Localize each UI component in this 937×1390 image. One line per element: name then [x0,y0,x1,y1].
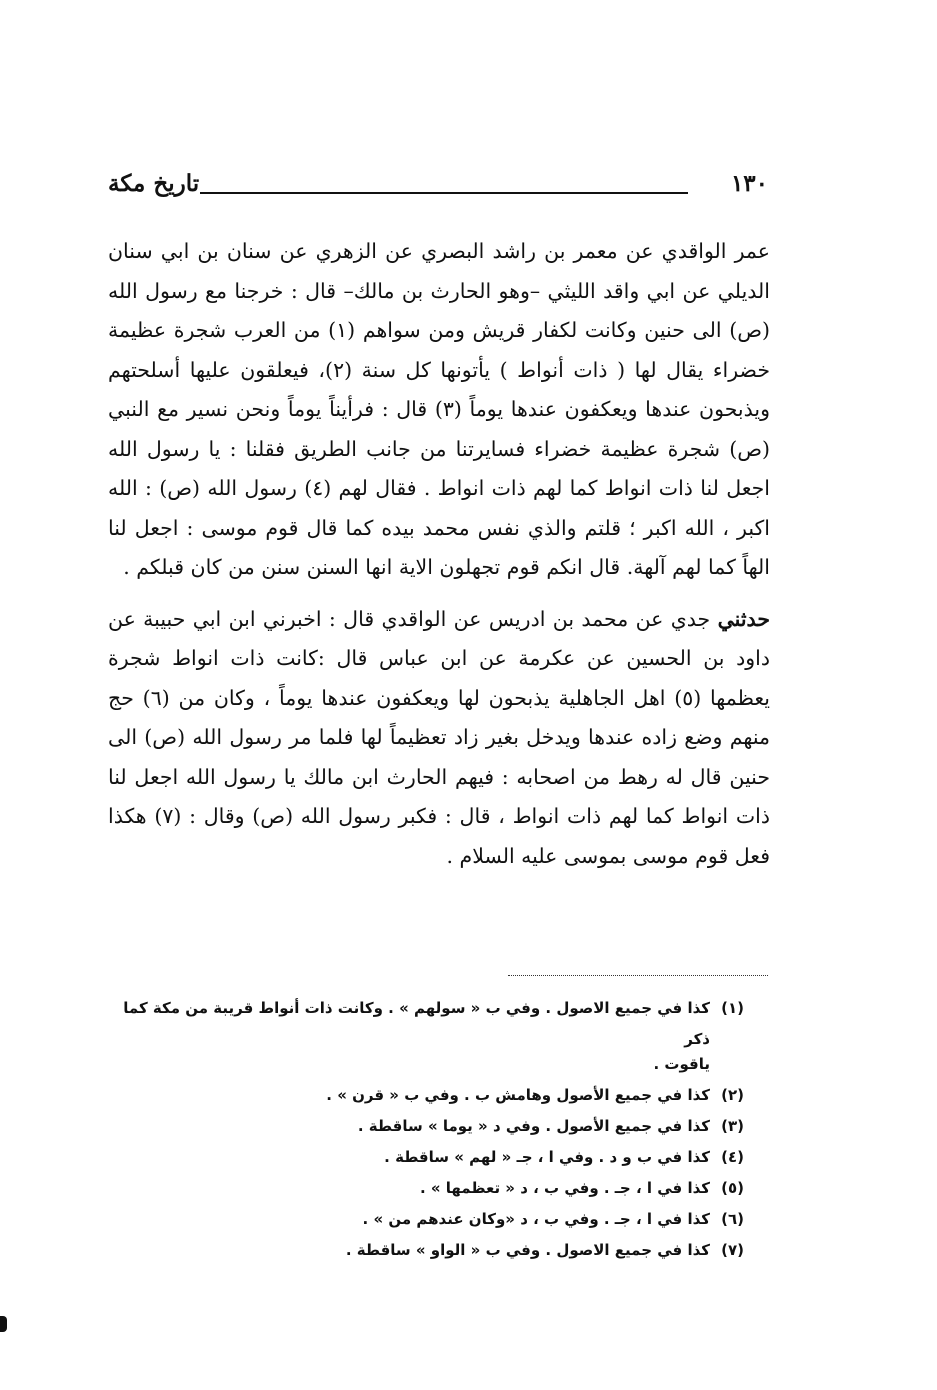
footnote-item [108,1204,744,1235]
footnote-item [108,1142,744,1173]
footnote-item [108,1173,744,1204]
footnote-separator [508,975,768,976]
paragraph-lead-word: حدثني [717,606,770,631]
scan-edge-mark [0,1316,7,1332]
footnote-item [108,1111,744,1142]
running-title: تاريخ مكة [108,170,200,197]
footnote-number: (٧) [721,1241,744,1259]
footnote-number: (٦) [721,1210,744,1228]
main-text [108,232,770,876]
footnote-number: (٢) [721,1086,744,1104]
footnote-text: كذا في جميع الأصول وهامش ب . وفي ب « قرن » . [326,1086,710,1104]
footnote-number: (٤) [721,1148,744,1166]
footnote-text: كذا في جميع الأصول . وفي د « يوما » ساقطة . [357,1117,710,1135]
footnote-text: كذا في جميع الاصول . وفي ب « الواو » ساقطة . [345,1241,710,1259]
paragraph-2-text: جدي عن محمد بن ادريس عن الواقدي قال : اخبرني ابن ابي حبيبة عن داود بن الحسين عن عكرمة عن ابن عباس قال :كانت ذات انواط شجرة يعظمها (٥) اهل الجاهلية يذبحون لها ويعكفون عندها يوماً ، وكان من (٦) حج منهم وضع زاده عندها ويدخل بغير زاد تعظيماً لها فلما مر رسول الله (ص) الى حنين قال له رهط من اصحابه : فيهم الحارث ابن مالك يا رسول الله اجعل لنا ذات انواط كما لهم ذات انواط ، قال : فكبر رسول الله (ص) وقال : (٧) هكذا فعل قوم موسى بموسى عليه السلام . [108,606,770,868]
footnotes [108,993,744,1266]
footnote-item [108,1235,744,1266]
footnote-text: كذا في ا ، جـ . وفي ب ، د «وكان عندهم من » . [362,1210,710,1228]
page-number: ١٣٠ [730,170,768,197]
paragraph-1: عمر الواقدي عن معمر بن راشد البصري عن الزهري عن سنان بن ابي سنان الديلي عن ابي واقد الليثي –وهو الحارث بن مالك– قال : خرجنا مع رسول الله (ص) الى حنين وكانت لكفار قريش ومن سواهم (١) من العرب شجرة عظيمة خضراء يقال لها ( ذات أنواط ) يأتونها كل سنة (٢)، فيعلقون عليها أسلحتهم ويذبحون عندها ويعكفون عندها يوماً (٣) قال : فرأيناً يوماً ونحن نسير مع النبي (ص) شجرة عظيمة خضراء فسايرتنا من جانب الطريق فقلنا : يا رسول الله اجعل لنا ذات انواط كما لهم ذات انواط . فقال لهم (٤) رسول الله (ص) : الله اكبر ، الله اكبر ؛ قلتم والذي نفس محمد بيده كما قال قوم موسى : اجعل لنا الهاً كما لهم آلهة. قال انكم قوم تجهلون الاية انها السنن سنن من كان قبلكم . [108,239,771,579]
footnote-number: (٣) [721,1117,744,1135]
footnote-item [108,993,744,1080]
footnote-item [108,1080,744,1111]
footnote-continuation: ياقوت . [653,1055,710,1073]
footnote-text: كذا في ا ، جـ . وفي ب ، د « تعظمها » . [419,1179,710,1197]
footnote-number: (٥) [721,1179,744,1197]
footnote-number: (١) [721,999,744,1017]
footnote-text: كذا في جميع الاصول . وفي ب « سولهم » . وكانت ذات أنواط قريبة من مكة كما ذكر [123,999,710,1048]
footnote-text: كذا في ب و د . وفي ا ، جـ « لهم » ساقطة . [384,1148,710,1166]
paragraph-2 [108,600,770,877]
page-header [108,170,768,206]
header-rule [200,192,688,194]
